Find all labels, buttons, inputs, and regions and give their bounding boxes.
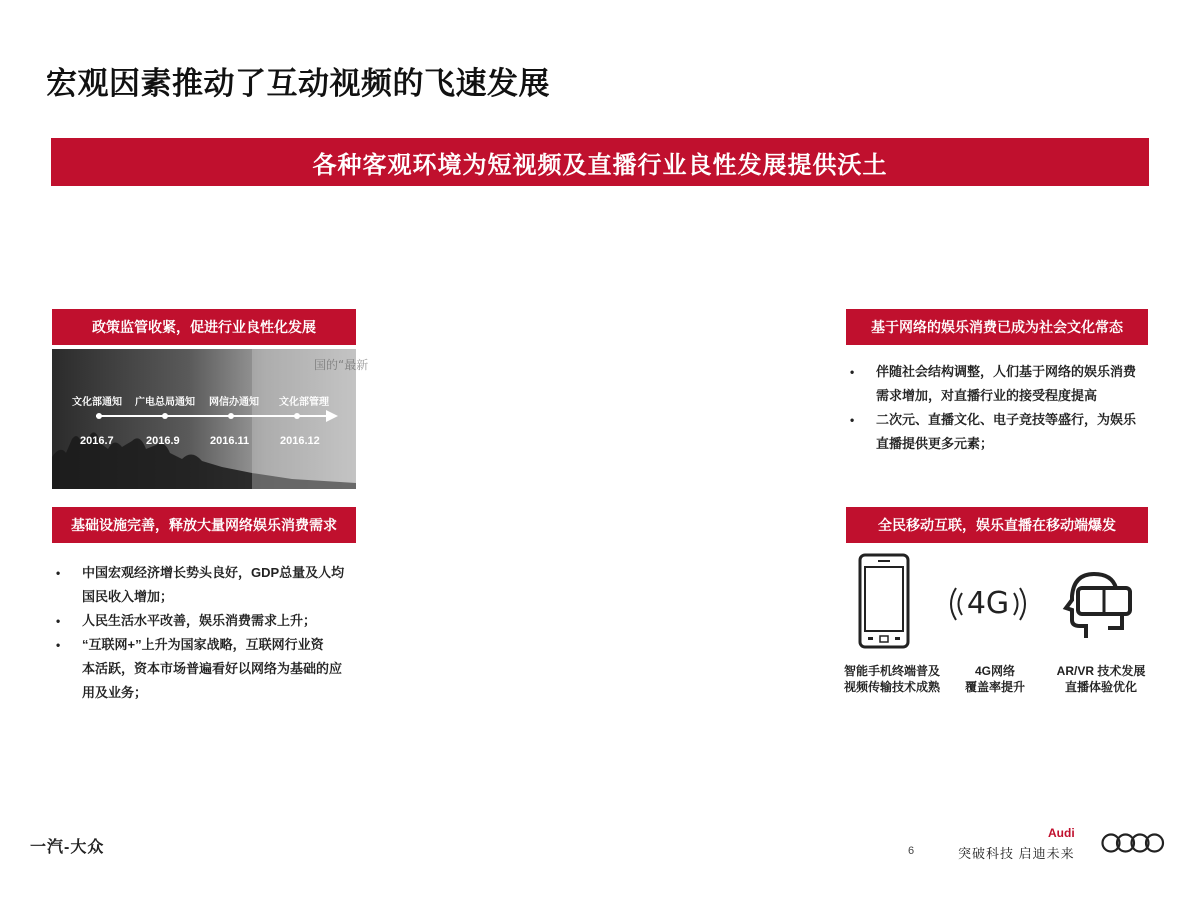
caption-line: 智能手机终端普及 bbox=[843, 664, 940, 678]
timeline-label: 文化部通知 bbox=[72, 397, 122, 408]
4g-caption bbox=[950, 663, 1040, 695]
vr-headset-icon bbox=[1064, 570, 1134, 640]
timeline-date: 2016.7 bbox=[80, 435, 114, 447]
timeline-dot bbox=[294, 413, 300, 419]
bullet-text-line: 国民收入增加； bbox=[82, 589, 174, 604]
vr-caption bbox=[1044, 663, 1158, 695]
caption-line: 直播体验优化 bbox=[1064, 680, 1137, 694]
4g-glyph: 4G bbox=[966, 586, 1010, 621]
timeline-dot bbox=[96, 413, 102, 419]
headline-banner: 各种客观环境为短视频及直播行业良性发展提供沃土 bbox=[51, 138, 1149, 186]
caption-line: 4G网络 bbox=[974, 664, 1015, 678]
bullet-text-line: 中国宏观经济增长势头良好，GDP总量及人均 bbox=[82, 565, 345, 580]
timeline-dot bbox=[228, 413, 234, 419]
crowd-background-icon bbox=[52, 349, 369, 489]
audi-wordmark: Audi bbox=[1048, 826, 1075, 840]
timeline-label: 广电总局通知 bbox=[135, 397, 195, 408]
bullet-text-line: 需求增加，对直播行业的接受程度提高 bbox=[876, 388, 1098, 403]
timeline-arrow-icon bbox=[326, 410, 338, 422]
bullet-text-line: 伴随社会结构调整，人们基于网络的娱乐消费 bbox=[876, 364, 1137, 379]
smartphone-caption bbox=[834, 663, 950, 695]
timeline-date: 2016.9 bbox=[146, 435, 180, 447]
page-title: 宏观因素推动了互动视频的飞速发展 bbox=[46, 66, 550, 101]
list-item bbox=[52, 633, 372, 705]
smartphone-icon bbox=[858, 553, 910, 649]
caption-line: 覆盖率提升 bbox=[964, 680, 1025, 694]
infrastructure-bullet-list bbox=[52, 561, 372, 705]
timeline-date: 2016.11 bbox=[210, 435, 250, 447]
bullet-text-line: 用及业务； bbox=[82, 685, 148, 700]
timeline-label: 文化部管理 bbox=[279, 397, 329, 408]
timeline-label: 网信办通知 bbox=[209, 397, 259, 408]
page-number: 6 bbox=[908, 845, 915, 857]
culture-bullet-list bbox=[846, 360, 1166, 456]
policy-section-heading: 政策监管收紧，促进行业良性化发展 bbox=[52, 309, 356, 345]
bullet-text-line: 二次元、直播文化、电子竞技等盛行，为娱乐 bbox=[876, 412, 1137, 427]
policy-timeline-image bbox=[52, 349, 369, 489]
mobile-section-heading: 全民移动互联，娱乐直播在移动端爆发 bbox=[846, 507, 1148, 543]
slogan: 突破科技 启迪未来 bbox=[958, 846, 1075, 861]
bullet-text-line: 本活跃，资本市场普遍看好以网络为基础的应 bbox=[82, 661, 343, 676]
bullet-text-line: 人民生活水平改善，娱乐消费需求上升； bbox=[82, 613, 317, 628]
timeline-dot bbox=[162, 413, 168, 419]
svg-text:国的“最新: 国的“最新 bbox=[314, 358, 369, 372]
list-item bbox=[52, 561, 372, 609]
caption-line: 视频传输技术成熟 bbox=[843, 680, 940, 694]
caption-line: AR/VR 技术发展 bbox=[1056, 664, 1146, 678]
list-item bbox=[846, 360, 1166, 408]
bullet-text-line: “互联网+”上升为国家战略，互联网行业资 bbox=[82, 637, 324, 652]
list-item bbox=[846, 408, 1166, 456]
culture-section-heading: 基于网络的娱乐消费已成为社会文化常态 bbox=[846, 309, 1148, 345]
infrastructure-section-heading: 基础设施完善，释放大量网络娱乐消费需求 bbox=[52, 507, 356, 543]
faw-vw-logo: 一汽-大众 bbox=[30, 839, 105, 856]
timeline-date: 2016.12 bbox=[280, 435, 320, 447]
list-item bbox=[52, 609, 372, 633]
audi-rings-icon bbox=[1100, 832, 1166, 854]
bullet-text-line: 直播提供更多元素； bbox=[876, 436, 994, 451]
